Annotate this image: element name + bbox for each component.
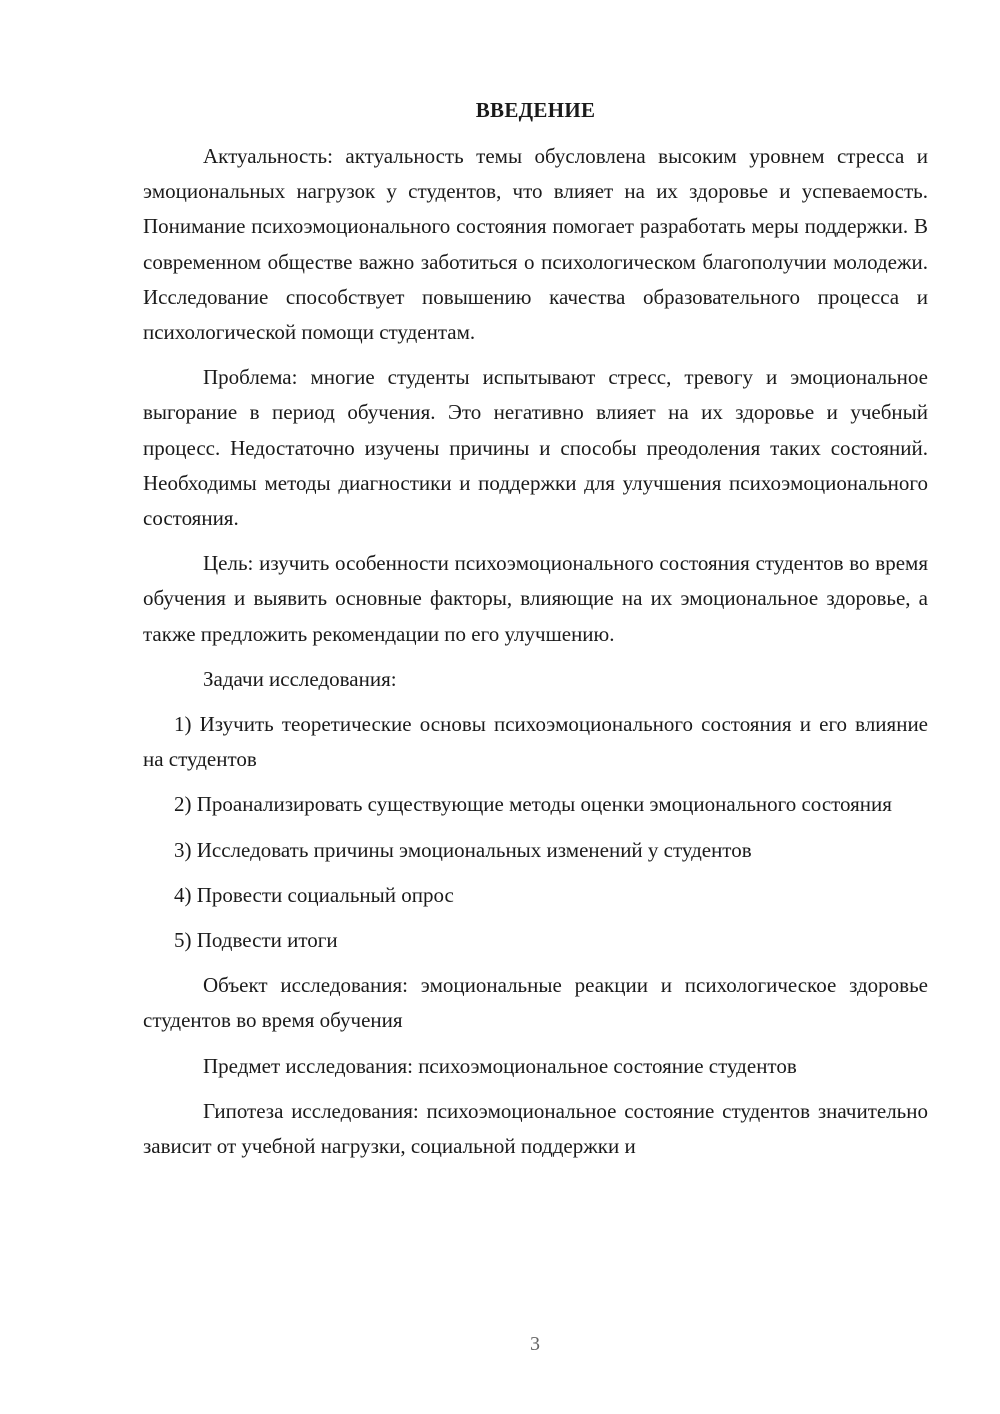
task-item-1: 1) Изучить теоретические основы психоэмоционального состояния и его влияние на студентов — [143, 712, 928, 772]
problem-paragraph: Проблема: многие студенты испытывают стресс, тревогу и эмоциональное выгорание в период обучения. Это негативно влияет на их здоровье и учебный процесс. Недостаточно изучены причины и способы преодоления таких состояний. Необходимы методы диагностики и поддержки для улучшения психоэмоционального состояния. — [143, 365, 928, 531]
goal-paragraph: Цель: изучить особенности психоэмоционального состояния студентов во время обучения и выявить основные факторы, влияющие на их эмоциональное здоровье, а также предложить рекомендации по его улучшению. — [143, 551, 928, 646]
page-content — [143, 93, 928, 1174]
object-paragraph: Объект исследования: эмоциональные реакции и психологическое здоровье студентов во время обучения — [143, 973, 928, 1033]
section-title: ВВЕДЕНИЕ — [475, 98, 596, 122]
hypothesis-paragraph: Гипотеза исследования: психоэмоциональное состояние студентов значительно зависит от учебной нагрузки, социальной поддержки и — [143, 1098, 928, 1159]
task-item-3: 3) Исследовать причины эмоциональных изменений у студентов — [174, 837, 752, 862]
task-item-4: 4) Провести социальный опрос — [174, 882, 454, 907]
relevance-paragraph: Актуальность: актуальность темы обусловлена высоким уровнем стресса и эмоциональных нагрузок у студентов, что влияет на их здоровье и успеваемость. Понимание психоэмоционального состояния помогает разработать меры поддержки. В современном обществе важно заботиться о психологическом благополучии молодежи. Исследование способствует повышению качества образовательного процесса и психологической помощи студентам. — [143, 144, 928, 345]
task-item-5: 5) Подвести итоги — [174, 928, 338, 953]
subject-paragraph: Предмет исследования: психоэмоциональное состояние студентов — [203, 1053, 797, 1078]
tasks-heading: Задачи исследования: — [203, 666, 397, 691]
page-number: 3 — [530, 1333, 540, 1355]
task-item-2: 2) Проанализировать существующие методы оценки эмоционального состояния — [174, 792, 892, 817]
